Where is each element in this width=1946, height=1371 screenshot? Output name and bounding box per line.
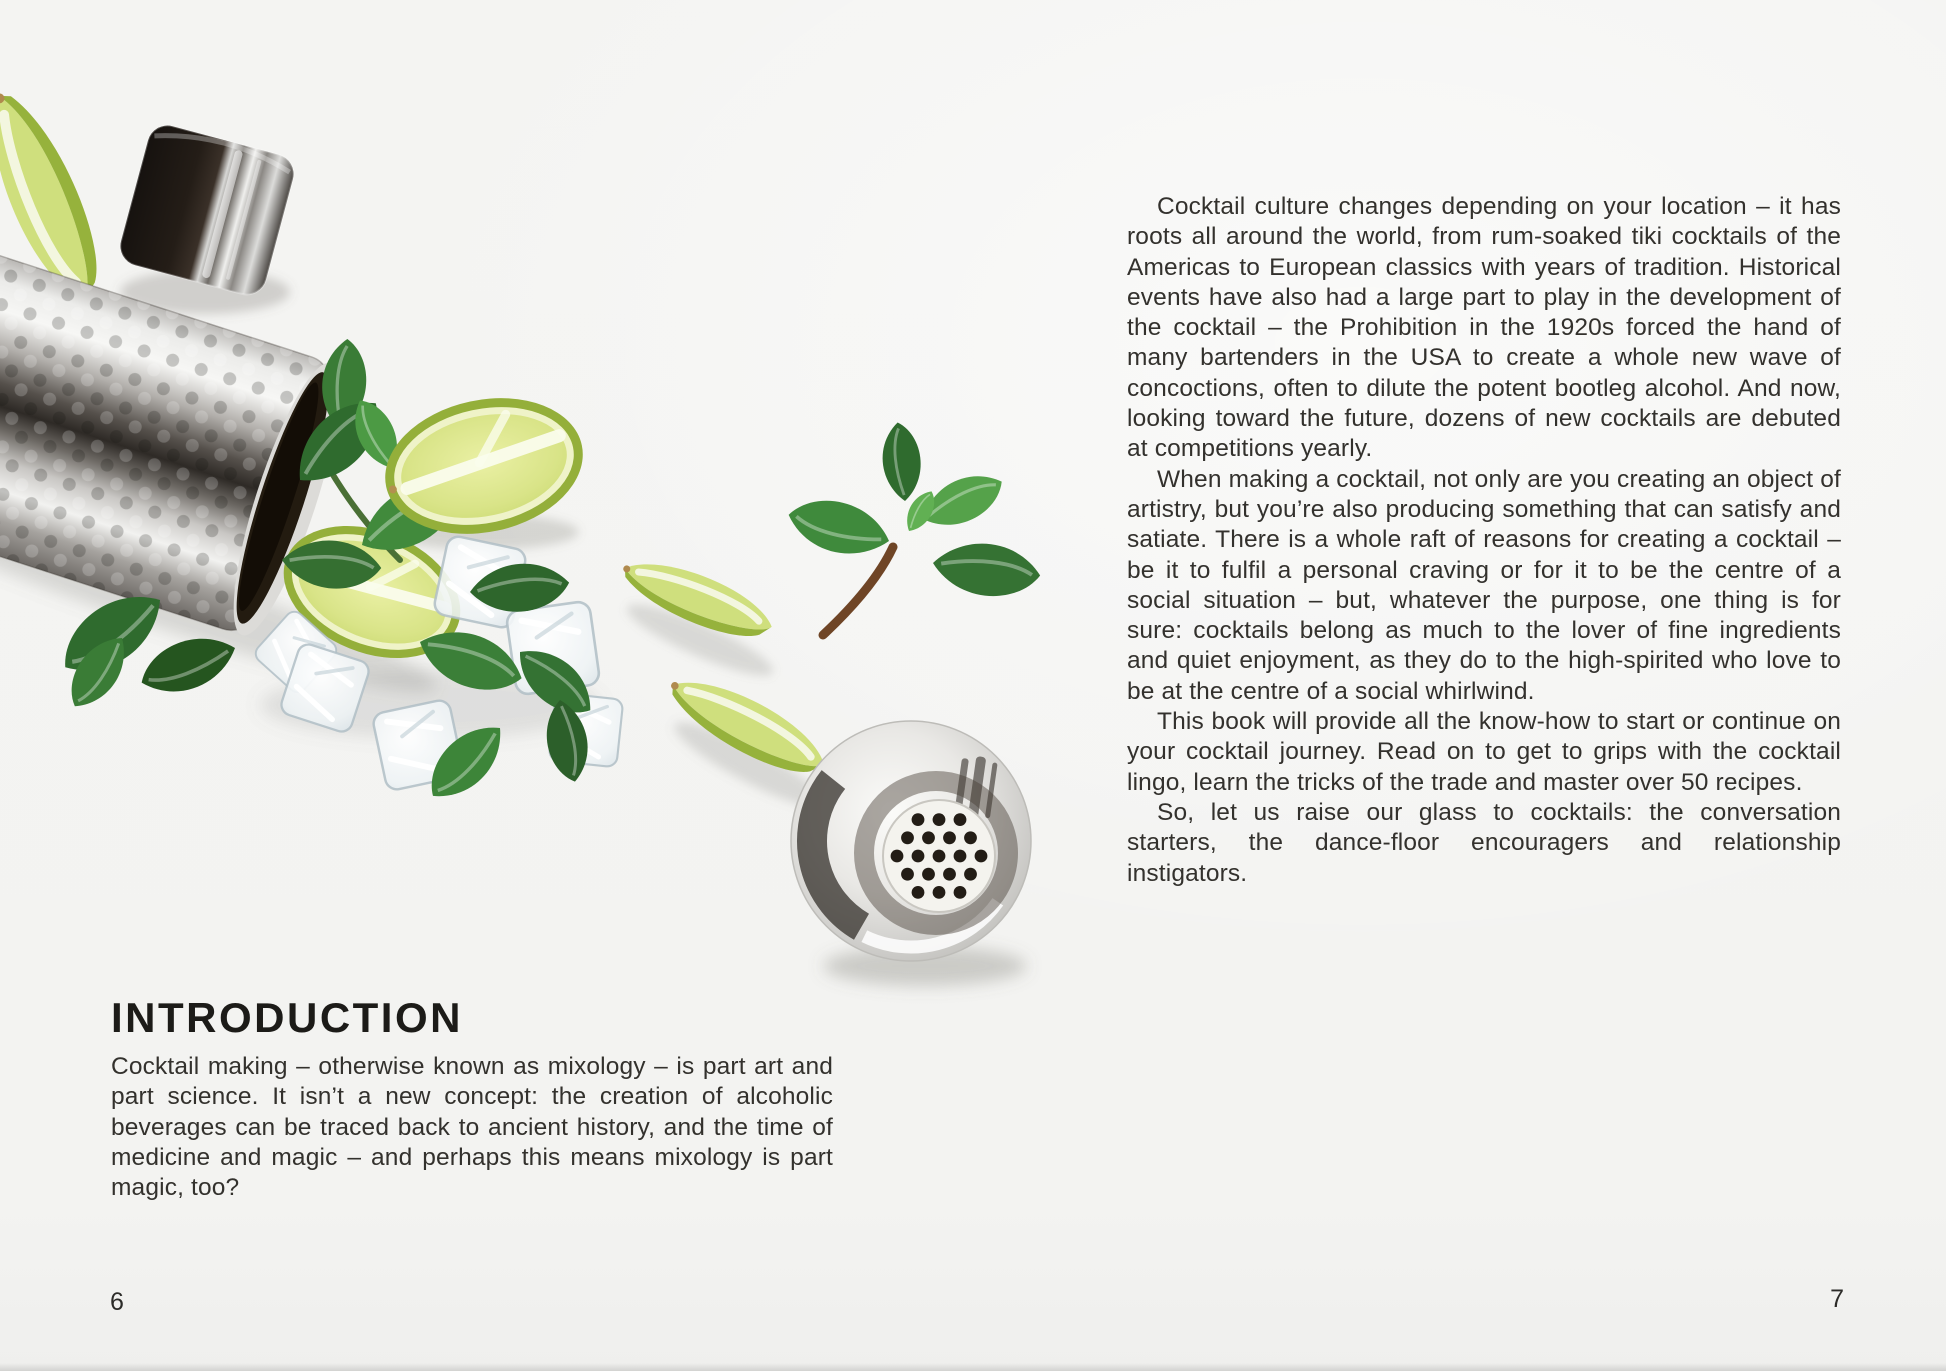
body-paragraph: This book will provide all the know-how to start or continue on your cocktail journey. Read on to get to grips with the cocktail lingo, learn the tricks of the trade and master over 50 recipes. <box>1127 708 1841 796</box>
shaker-cap <box>116 121 298 299</box>
page-number-right: 7 <box>1830 1285 1844 1313</box>
right-page-text-column <box>1127 192 1841 889</box>
page-edge-shadow <box>0 1363 1946 1371</box>
mint-sprig <box>782 421 1044 635</box>
intro-paragraph-block <box>111 1052 833 1203</box>
cocktail-flatlay-photo <box>0 0 1100 1080</box>
page-number-left: 6 <box>110 1288 124 1316</box>
body-paragraph: So, let us raise our glass to cocktails: the conversation starters, the dance-floor encouragers and relationship instigators. <box>1127 798 1841 887</box>
strainer-cap <box>763 693 1058 988</box>
chapter-title: INTRODUCTION <box>111 994 463 1042</box>
intro-paragraph: Cocktail making – otherwise known as mixology – is part art and part science. It isn’t a new concept: the creation of alcoholic beverages can be traced back to ancient history, and the time of medicine and magic – and perhaps this means mixology is part magic, too? <box>111 1053 833 1202</box>
body-paragraph: Cocktail culture changes depending on your location – it has roots all around the world, from rum-soaked tiki cocktails of the Americas to European classics with years of tradition. Historical events have also had a large part to play in the development of the cocktail – the Prohibition in the 1920s forced the hand of many bartenders in the USA to create a whole new wave of concoctions, often to dilute the potent bootleg alcohol. And now, looking toward the future, dozens of new cocktails are debuted at competitions yearly. <box>1127 193 1841 463</box>
body-paragraph: When making a cocktail, not only are you creating an object of artistry, but you’re also producing something that can satisfy and satiate. There is a whole raft of reasons for creating a cocktail – be it to fulfil a personal craving or for it to be the centre of a social situation – but, whatever the purpose, one thing is for sure: cocktails belong as much to the lover of fine ingredients and quiet enjoyment, as they do to the high-spirited who love to be at the centre of a social whirlwind. <box>1127 465 1841 705</box>
